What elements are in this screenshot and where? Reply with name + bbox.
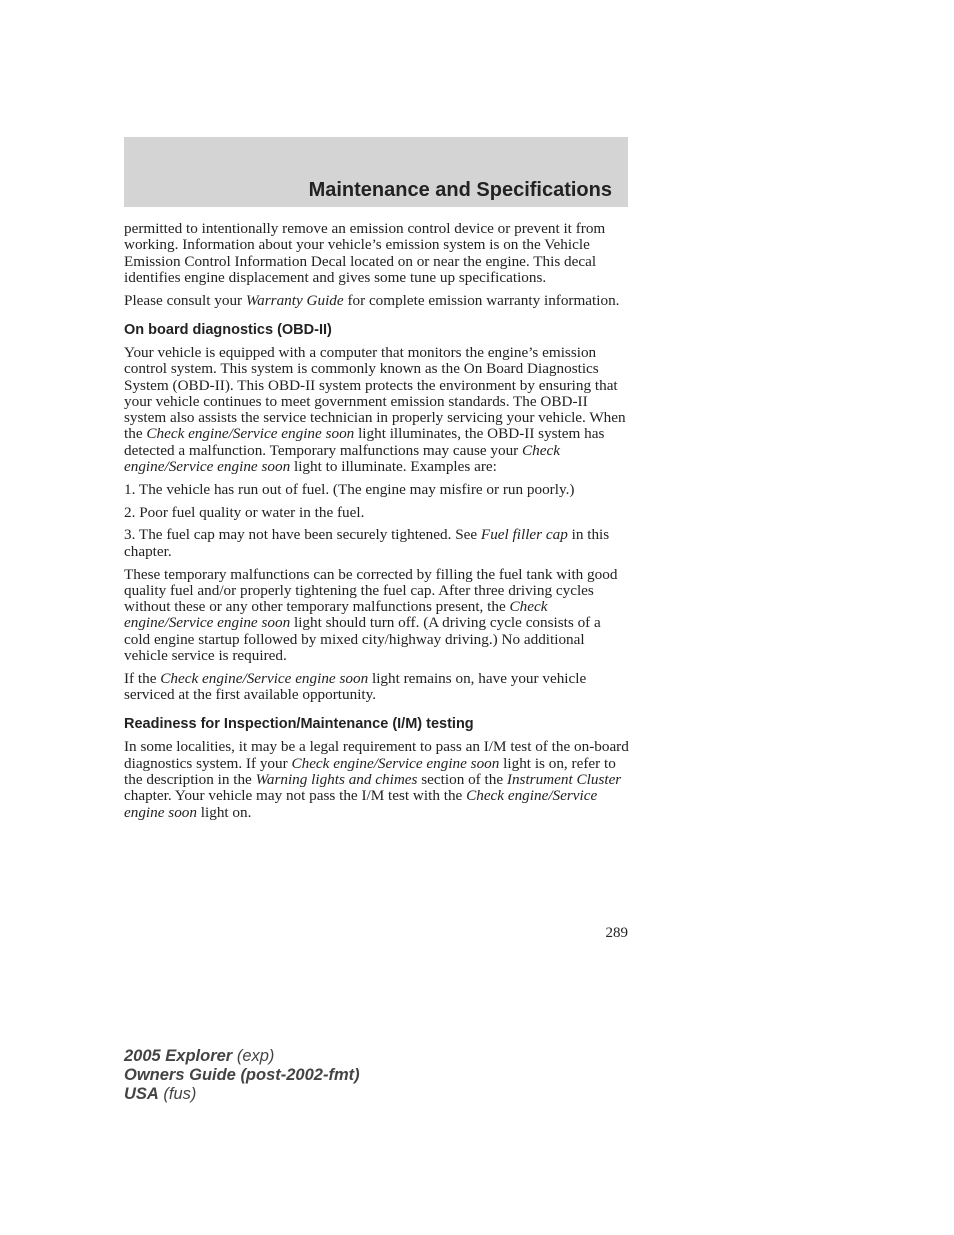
paragraph-im-test: [124, 739, 630, 820]
heading-im-testing: Readiness for Inspection/Maintenance (I/M) testing: [124, 716, 474, 733]
italic-ref-check-engine: Check engine/Service engine soon: [291, 754, 500, 772]
footer-line-guide: [124, 1066, 360, 1085]
footer-model: 2005 Explorer: [124, 1047, 233, 1065]
text-run: In some localities, it may be a legal requirement to pass an I/M test of the on-board diagnostics system. If your: [124, 738, 629, 772]
text-run: light should turn off. (A driving cycle consists of a cold engine startup followed by mixed city/highway driving.) No additional vehicle service is required.: [124, 614, 601, 665]
italic-ref-check-engine: Check engine/Service engine soon: [146, 425, 355, 443]
text-run: 3. The fuel cap may not have been securely tightened. See: [124, 526, 481, 544]
footer-market: USA: [124, 1085, 159, 1103]
italic-ref-instrument-cluster: Instrument Cluster: [506, 771, 622, 789]
text-run: chapter. Your vehicle may not pass the I/M test with the: [124, 787, 467, 805]
text-run: These temporary malfunctions can be corrected by filling the fuel tank with good quality fuel and/or properly tightening the fuel cap. After three driving cycles without these or any other temporary malfunctions present, the: [124, 565, 618, 616]
page-content: [124, 221, 630, 827]
italic-ref-warning-lights: Warning lights and chimes: [255, 771, 418, 789]
footer-guide: Owners Guide (post-2002-fmt): [124, 1066, 360, 1084]
italic-ref-check-engine: Check engine/Service engine soon: [160, 669, 369, 687]
page-number: 289: [605, 925, 628, 941]
paragraph-light-remains-on: [124, 671, 630, 704]
list-item-fuel-cap: [124, 527, 630, 560]
list-item-poor-fuel: 2. Poor fuel quality or water in the fuel.: [124, 503, 365, 521]
section-header-band: [124, 137, 628, 207]
footer-model-code: (exp): [232, 1047, 275, 1065]
paragraph-warranty-guide: [124, 293, 630, 309]
text-run: light is on, refer to the description in the: [124, 754, 616, 789]
text-run: Your vehicle is equipped with a computer that monitors the engine’s emission control system. This system is commonly known as the On Board Diagnostics System (OBD-II). This OBD-II system protects the environment by ensuring that your vehicle continues to meet government emission standards. The OBD-II system also assists the service technician in properly servicing your vehicle. When the: [124, 343, 626, 443]
text-run: light remains on, have your vehicle serviced at the first available opportunity.: [124, 669, 587, 704]
list-item-out-of-fuel: 1. The vehicle has run out of fuel. (The engine may misfire or run poorly.): [124, 480, 575, 498]
italic-ref-warranty-guide: Warranty Guide: [245, 291, 344, 309]
footer-line-market: [124, 1085, 360, 1104]
document-footer: [124, 1047, 360, 1104]
italic-ref-check-engine: Check engine/Service engine soon: [124, 441, 560, 476]
text-run: section of the: [417, 771, 507, 789]
text-run: light illuminates, the OBD-II system has detected a malfunction. Temporary malfunctions may cause your: [124, 425, 605, 459]
text-run: light on.: [196, 803, 252, 821]
text-run: light to illuminate. Examples are:: [290, 458, 497, 476]
footer-market-code: (fus): [158, 1085, 197, 1103]
text-run: for complete emission warranty information.: [343, 291, 620, 309]
text-run: If the: [124, 669, 161, 687]
italic-ref-check-engine: Check engine/Service engine soon: [124, 598, 548, 632]
paragraph-emission-decal: permitted to intentionally remove an emission control device or prevent it from working. Information about your vehicle’s emission system is on the Vehicle Emission Control Information Decal located on or near the engine. This decal identifies engine displacement and gives some tune up specifications.: [124, 220, 606, 286]
italic-ref-check-engine: Check engine/Service engine soon: [124, 787, 598, 821]
section-title: Maintenance and Specifications: [308, 179, 612, 201]
footer-line-model: [124, 1047, 360, 1066]
paragraph-temporary-malfunctions: [124, 567, 630, 665]
text-run: Please consult your: [124, 291, 246, 309]
heading-obd-ii: On board diagnostics (OBD-II): [124, 321, 332, 338]
italic-ref-fuel-filler-cap: Fuel filler cap: [480, 526, 568, 544]
paragraph-obd-ii-description: [124, 345, 630, 475]
text-run: in this chapter.: [124, 526, 610, 560]
